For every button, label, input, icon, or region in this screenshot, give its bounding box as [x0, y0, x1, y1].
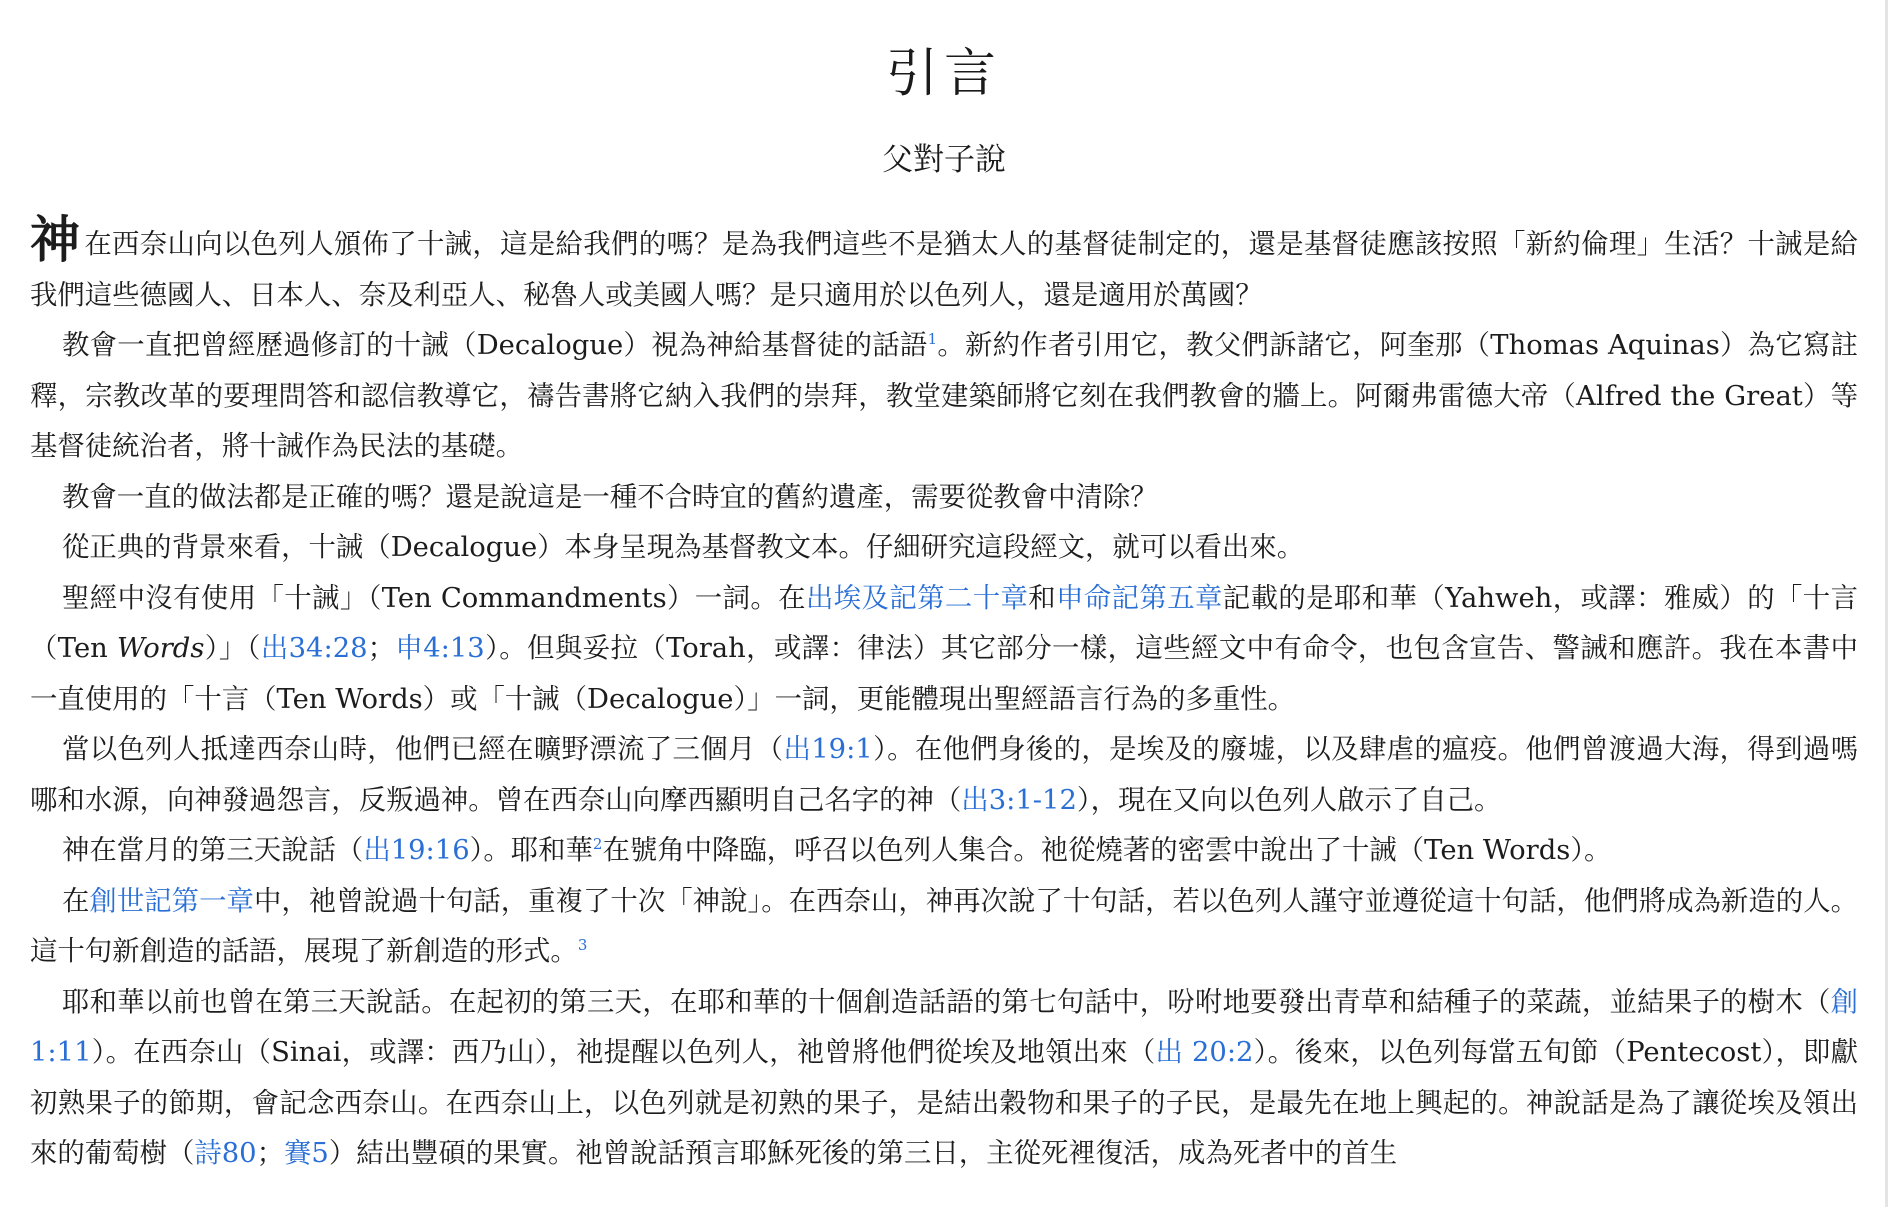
- paragraph-text: 記載的是耶和華（Yahweh，或譯：雅威）的「十言（Ten: [30, 582, 1858, 664]
- ref-ps-80[interactable]: 詩80: [194, 1138, 257, 1169]
- ref-isa-5[interactable]: 賽5: [284, 1138, 329, 1169]
- paragraph-5: [30, 574, 1858, 726]
- drop-cap: 神: [30, 211, 81, 269]
- page-title: 引言: [885, 44, 1002, 104]
- footnote-ref-1[interactable]: 1: [927, 330, 938, 348]
- paragraph-7: [30, 826, 1858, 877]
- paragraph-4: [30, 523, 1858, 574]
- paragraph-3: [30, 473, 1858, 524]
- page-subtitle: 父對子說: [882, 142, 1006, 178]
- ref-ex-20-2[interactable]: 出 20:2: [1155, 1037, 1254, 1068]
- paragraph-text: ）結出豐碩的果實。祂曾說話預言耶穌死後的第三日，主從死裡復活，成為死者中的首生: [328, 1138, 1398, 1169]
- footnote-ref-2[interactable]: 2: [592, 835, 603, 853]
- paragraph-text: 神在當月的第三天說話（: [62, 835, 364, 866]
- ref-ex-34-28[interactable]: 出34:28: [260, 633, 368, 664]
- paragraph-text: 和: [1028, 582, 1057, 614]
- link-deuteronomy-5[interactable]: 申命記第五章: [1056, 582, 1223, 614]
- footnote-ref-3[interactable]: 3: [577, 936, 588, 954]
- paragraph-text: 教會一直的做法都是正確的嗎？還是說這是一種不合時宜的舊約遺產，需要從教會中清除？: [62, 481, 1158, 513]
- paragraph-text: ）。在西奈山（Sinai，或譯：西乃山），祂提醒以色列人，祂曾將他們從埃及地領出來（: [91, 1037, 1156, 1068]
- paragraph-text: 在西奈山向以色列人頒佈了十誡，這是給我們的嗎？是為我們這些不是猶太人的基督徒制定的，還是基督徒應該按照「新約倫理」生活？十誡是給我們這些德國人、日本人、奈及利亞人、秘魯人或美國人嗎？是只適用於以色列人，還是適用於萬國？: [30, 229, 1858, 311]
- paragraph-8: [30, 877, 1858, 978]
- paragraph-text: ）。後來，以色列每當五旬節（Pentecost），即獻初熟果子的節期，會記念西奈山。在西奈山上，以色列就是初熟的果子，是結出穀物和果子的子民，是最先在地上興起的。神說話是為了讓從埃及領出來的葡萄樹（: [30, 1037, 1859, 1169]
- paragraph-text: ；: [256, 1138, 285, 1169]
- link-exodus-20[interactable]: 出埃及記第二十章: [805, 582, 1029, 614]
- paragraph-text: 中，祂曾說過十句話，重複了十次「神說」。在西奈山，神再次說了十句話，若以色列人謹守並遵從這十句話，他們將成為新造的人。這十句新創造的話語，展現了新創造的形式。: [30, 885, 1858, 967]
- ref-ex-3-1-12[interactable]: 出3:1-12: [961, 784, 1077, 816]
- paragraph-2: [30, 321, 1858, 473]
- ref-gen-1-11[interactable]: 創1:11: [30, 986, 1858, 1068]
- paragraph-text: ），現在又向以色列人啟示了自己。: [1076, 784, 1502, 816]
- paragraph-text: 聖經中沒有使用「十誡」（Ten Commandments）一詞。在: [62, 582, 806, 614]
- article: [30, 0, 1858, 1180]
- paragraph-text: 教會一直把曾經歷過修訂的十誡（Decalogue）視為神給基督徒的話語: [62, 330, 928, 361]
- paragraph-9: [30, 978, 1858, 1180]
- ref-ex-19-1[interactable]: 出19:1: [783, 734, 873, 765]
- ref-ex-19-16[interactable]: 出19:16: [363, 835, 470, 866]
- italic-words: Words: [116, 633, 205, 664]
- link-genesis-1[interactable]: 創世記第一章: [89, 885, 254, 917]
- paragraph-text: 。新約作者引用它，教父們訴諸它，阿奎那（Thomas Aquinas）為它寫註釋，宗教改革的要理問答和認信教導它，禱告書將它納入我們的崇拜，教堂建築師將它刻在我們教會的牆上。阿爾弗雷德大帝（Alfred the Great）等基督徒統治者，將十誡作為民法的基礎。: [30, 330, 1859, 462]
- ref-deut-4-13[interactable]: 申4:13: [394, 633, 485, 664]
- paragraph-text: ）。但與妥拉（Torah，或譯：律法）其它部分一樣，這些經文中有命令，也包含宣告、警誡和應許。我在本書中一直使用的「十言（Ten Words）或「十誡（Decalogue）」一詞，更能體現出聖經語言行為的多重性。: [30, 633, 1858, 715]
- paragraph-1: [30, 211, 1858, 321]
- paragraph-text: 在: [62, 885, 90, 917]
- paragraph-text: 從正典的背景來看，十誡（Decalogue）本身呈現為基督教文本。仔細研究這段經文，就可以看出來。: [62, 532, 1305, 563]
- paragraph-text: 在號角中降臨，呼召以色列人集合。祂從燒著的密雲中說出了十誡（Ten Words）。: [602, 835, 1612, 866]
- paragraph-text: 當以色列人抵達西奈山時，他們已經在曠野漂流了三個月（: [62, 734, 784, 765]
- paragraph-text: ）。耶和華: [469, 835, 593, 866]
- paragraph-text: ）。在他們身後的，是埃及的廢墟，以及肆虐的瘟疫。他們曾渡過大海，得到過嗎哪和水源，向神發過怨言，反叛過神。曾在西奈山向摩西顯明自己名字的神（: [30, 734, 1858, 816]
- paragraph-text: 耶和華以前也曾在第三天說話。在起初的第三天，在耶和華的十個創造話語的第七句話中，吩咐地要發出青草和結種子的菜蔬，並結果子的樹木（: [62, 986, 1831, 1018]
- paragraph-text: ）」（: [204, 633, 261, 664]
- paragraph-text: ；: [367, 633, 395, 664]
- paragraph-6: [30, 725, 1858, 826]
